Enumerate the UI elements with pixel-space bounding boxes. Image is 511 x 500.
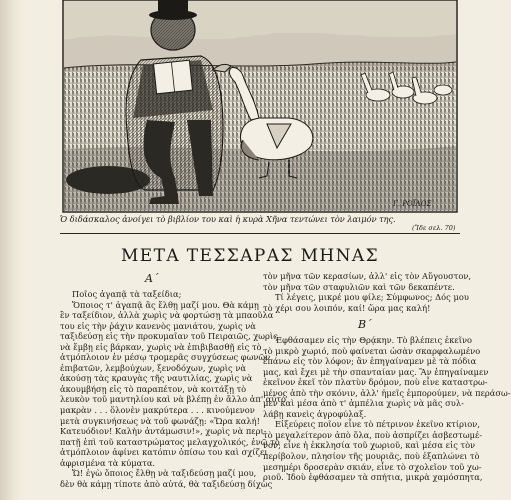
text-column-right-bottom [263,335,511,483]
text-line: ἐπάνω εἰς τὸν λόφον; ἂν ἐπηγαίναμεν μὲ τὰ πόδια [263,356,477,367]
text-line: μεν καὶ μέσα ἀπὸ τ' ἀμπέλια χωρὶς νὰ μᾶς συλ- [263,398,464,409]
text-line: ταξιδεύσῃ εἰς τὴν προκυμαῖαν τοῦ Πειραιῶς, χωρὶς [60,331,278,342]
text-line: Ὅποιος τ' ἀγαπᾷ ἂς ἔλθῃ μαζί μου. Θὰ κάμῃ [72,299,259,310]
text-column-left [60,289,286,489]
text-line: Ἐφθάσαμεν εἰς τὴν Θρᾴκην. Τὸ βλέπεις ἐκεῖνο [275,335,472,345]
text-line: του εἰς τὴν ῥάχιν κανενὸς μανιάτου, χωρὶς νὰ [60,320,256,331]
text-line: νον; εἶνε ἡ ἐκκλησία τοῦ χωριοῦ, καὶ μέσα εἰς τὸν [263,440,476,451]
text-line: Εἰξεύρεις ποῖον εἶνε τὸ πέτρινον ἐκεῖνο κτίριον, [275,419,480,430]
text-line: Ὤ! ἐγὼ ὅποιος ἔλθῃ νὰ ταξιδεύσῃ μαζί μου, [72,468,257,479]
text-line: ἓν ταξείδιον, ἀλλὰ χωρὶς νὰ φορτώσῃ τὰ μπαοῦλα [60,310,274,321]
section-heading-a: Α΄ [145,272,159,285]
text-line: τὸ χέρι σου λοιπόν, καί! ὥρα μας καλή! [263,302,431,313]
text-line: τὸ μικρὸ χωριό, ποὺ φαίνεται ὡσὰν σκαρφαλωμένο [263,345,481,356]
text-line: λευκὸν τοῦ μαντηλίου καὶ νὰ βλέπῃ ἐν ἄλλο ἀπ' αὐτό [60,394,286,405]
text-line: ἀφρισμένα τὰ κύματα. [60,457,156,468]
illustration-caption: Ὁ διδάσκαλος ἀνοίγει τὸ βιβλίον του καὶ ἡ κυρὰ Χῆνα τεντώνει τὸν λαιμόν της. [60,214,396,224]
text-line: ριοῦ. Ἰδοὺ ἐφθάσαμεν τὰ σπήτια, μικρὰ χαμόσπητα, [263,472,483,483]
text-line: τὸ μεγαλείτερον ἀπὸ ὅλα, ποὺ ἀσπρίζει ἀσβεστωμέ- [263,429,483,440]
text-line: ἐπιβατῶν, λεμβούχων, ξενοδόχων, χωρὶς νὰ [60,362,246,373]
text-line: Τί λέγεις, μικρέ μου φίλε; Σύμφωνος; Δός μου [275,292,469,303]
text-line: μετὰ συγκινήσεως νὰ τοῦ φωνάζῃ: «Ὥρα καλή! [60,415,260,426]
text-line: Κατευόδιον! Καλὴν ἀντάμωσιν!», χωρὶς νὰ περι- [60,426,267,437]
text-line: νὰ ἔμβῃ εἰς βάρκαν, χωρὶς νὰ ἐπιβιβασθῇ εἰς τὸ [60,341,262,352]
text-line: τὸν μῆνα τῶν σταφυλιῶν καὶ τῶν δεκαπέντε. [263,281,455,292]
text-line: τὸν μῆνα τῶν κερασίων, ἀλλ' εἰς τὸν Αὔγουστον, [263,271,472,281]
text-line: δὲν θὰ κάμῃ τίποτε ἀπὸ αὐτά, θὰ ταξιδεύσῃ δίχως [60,478,273,489]
text-line: μακρὰν . . . ὅλονὲν μακρύτερα . . . κινούμενον [60,405,255,416]
text-line: Ποῖος ἀγαπᾷ τὰ ταξείδια; [72,289,182,299]
horizontal-rule [60,233,460,234]
text-column-right-top [263,271,472,313]
text-line: μένος ἀπὸ τὴν σκόνιν, ἀλλ' ἡμεῖς ἐμπορούμεν, νὰ περάσω- [263,387,511,398]
text-line: περίβολον, πλησίον τῆς μουριᾶς, ποὺ ἐξαπλώνει τὸ [263,451,480,462]
engraving-illustration [63,0,457,212]
text-line: ἀτμόπλοιον ἀφίνει κατόπιν ὀπίσω του καὶ σχίζει [60,447,268,458]
text-line: μεσημέρι δροσερὰν σκιάν, εἶνε τὸ σχολεῖον τοῦ χω- [263,461,482,472]
text-line: ἀκουμβήσῃ εἰς τὸ παραπέτον, νὰ κοιτάξῃ τὸ [60,383,247,394]
text-line: πατῇ ἐπὶ τοῦ καταστρώματος μελαγχολικός, ἐνῷ τὸ [60,436,280,447]
artist-signature: Γ. ΡΟΪΛΟΣ [393,200,432,208]
text-line: ἐκεῖνον ἐκεῖ τὸν πλατὺν δρόμον, ποὺ εἶνε καταστρω- [263,377,488,388]
text-line: λάβῃ κανεὶς ἀγροφύλαξ. [263,408,367,419]
text-line: ἀτμόπλοιον ἐν μέσῳ τρομερᾶς συγχύσεως φωνῶν [60,352,271,363]
text-line: μας, καὶ ἔχει μὲ τὴν σπανταίαν μας. Ἂν ἐπηγαίναμεν [263,366,489,377]
article-title: ΜΕΤΑ ΤΕΣΣΑΡΑΣ ΜΗΝΑΣ [120,246,380,266]
caption-page-reference: (Ἴδε σελ. 70) [412,224,456,232]
section-heading-b: Β΄ [358,318,372,331]
text-line: ἀκούσῃ τὰς κραυγὰς τῆς ναυτιλίας, χωρὶς νὰ [60,373,253,384]
